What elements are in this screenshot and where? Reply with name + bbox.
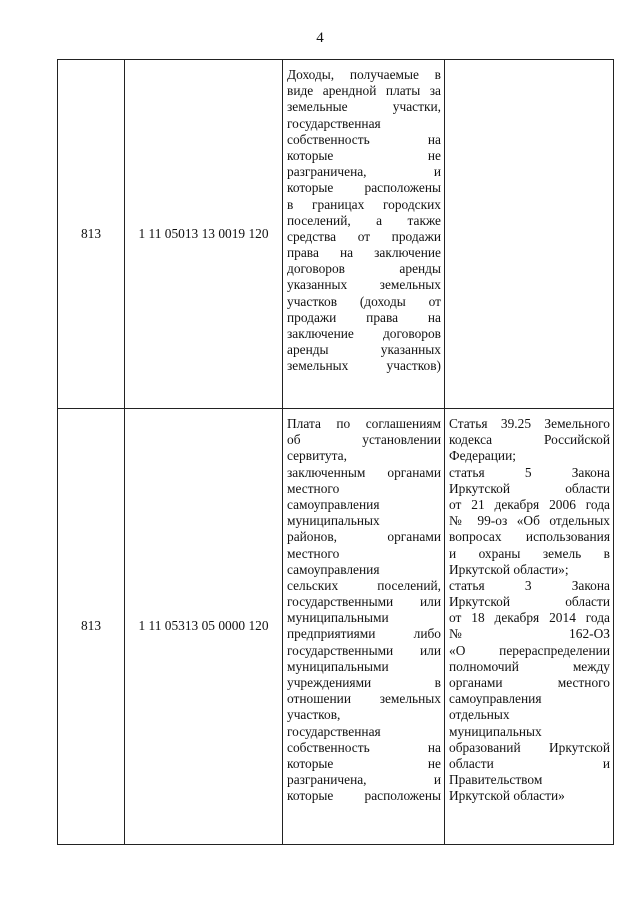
text-line: государственными или [287, 642, 441, 658]
text-line: предприятиями либо [287, 626, 441, 642]
text-line: учреждениями в [287, 675, 441, 690]
text-line: заключение договоров [287, 326, 441, 341]
text-line: от 18 декабря 2014 года [449, 610, 610, 626]
text-line: местного [287, 480, 340, 496]
text-line: местного [287, 545, 340, 561]
text-line: кодекса Российской [449, 432, 610, 448]
text-line: муниципальными [287, 610, 389, 626]
legal-basis-cell [445, 60, 614, 409]
text-line: земельных участков) [287, 358, 441, 374]
text-line: разграничена, и [287, 164, 441, 180]
text-line: Иркутской области [449, 594, 610, 610]
text-line: поселений, а также [287, 212, 441, 228]
text-line: участков (доходы от [287, 293, 441, 309]
text-line: № 99-оз «Об отдельных [449, 513, 610, 529]
text-line: земельные участки, [287, 99, 441, 115]
text-line: Правительством [449, 772, 543, 788]
text-line: органами местного [449, 675, 610, 690]
text-line: сельских поселений, [287, 577, 441, 593]
text-line: сервитута, [287, 448, 347, 464]
text-line: Иркутской области»; [449, 561, 569, 577]
text-line: и охраны земель в [449, 545, 610, 561]
text-line: договоров аренды [287, 261, 441, 277]
text-line: от 21 декабря 2006 года [449, 496, 610, 512]
text-line: самоуправления [287, 496, 380, 512]
admin-code-cell [58, 60, 125, 409]
text-line: в границах городских [287, 196, 441, 212]
text-line: виде арендной платы за [287, 83, 441, 99]
text-line: права на заключение [287, 245, 441, 261]
text-line: Доходы, получаемые в [287, 67, 441, 82]
text-line: собственность на [287, 131, 441, 147]
text-line: разграничена, и [287, 772, 441, 788]
budget-code: 1 11 05313 05 0000 120 [138, 618, 269, 634]
admin-code: 813 [80, 618, 102, 634]
budget-code-cell [125, 409, 283, 845]
text-line: заключенным органами [287, 464, 441, 480]
text-line: средства от продажи [287, 228, 441, 244]
budget-code-cell [125, 60, 283, 409]
text-line: продажи права на [287, 309, 441, 325]
text-line: № 162-ОЗ [449, 626, 610, 642]
text-line: государственная [287, 723, 381, 739]
text-line: об установлении [287, 432, 441, 448]
text-line: собственность на [287, 739, 441, 755]
text-line: самоуправления [449, 691, 542, 707]
text-line: статья 5 Закона [449, 464, 610, 480]
text-line: районов, органами [287, 529, 441, 545]
text-line: «О перераспределении [449, 642, 610, 658]
text-line: которые не [287, 755, 441, 771]
text-line: отдельных [449, 707, 510, 723]
text-line: которые расположены [287, 180, 441, 196]
text-line: муниципальными [287, 658, 389, 674]
text-line: образований Иркутской [449, 739, 610, 755]
description-cell [283, 409, 445, 845]
text-line: государственными или [287, 594, 441, 610]
revenue-codes-table [57, 59, 614, 845]
text-line: государственная [287, 115, 381, 131]
page-number: 4 [316, 30, 324, 46]
text-line: указанных земельных [287, 277, 441, 293]
text-line: Плата по соглашениям [287, 416, 441, 431]
text-line: аренды указанных [287, 342, 441, 358]
text-line: Иркутской области» [449, 788, 565, 804]
text-line: Федерации; [449, 448, 516, 464]
budget-code: 1 11 05013 13 0019 120 [138, 225, 269, 241]
table-row [58, 409, 614, 845]
text-line: Статья 39.25 Земельного [449, 416, 610, 431]
admin-code: 813 [80, 225, 102, 241]
text-line: статья 3 Закона [449, 577, 610, 593]
text-line: муниципальных [449, 723, 542, 739]
text-line: которые не [287, 147, 441, 163]
text-line: отношении земельных [287, 691, 441, 707]
text-line: Иркутской области [449, 480, 610, 496]
text-line: муниципальных [287, 513, 380, 529]
table-row [58, 60, 614, 409]
legal-basis-cell [445, 409, 614, 845]
text-line: которые расположены [287, 788, 441, 804]
text-line: самоуправления [287, 561, 380, 577]
admin-code-cell [58, 409, 125, 845]
text-line: вопросах использования [449, 529, 610, 545]
text-line: полномочий между [449, 658, 610, 674]
text-line: области и [449, 755, 610, 771]
text-line: участков, [287, 707, 341, 723]
description-cell [283, 60, 445, 409]
